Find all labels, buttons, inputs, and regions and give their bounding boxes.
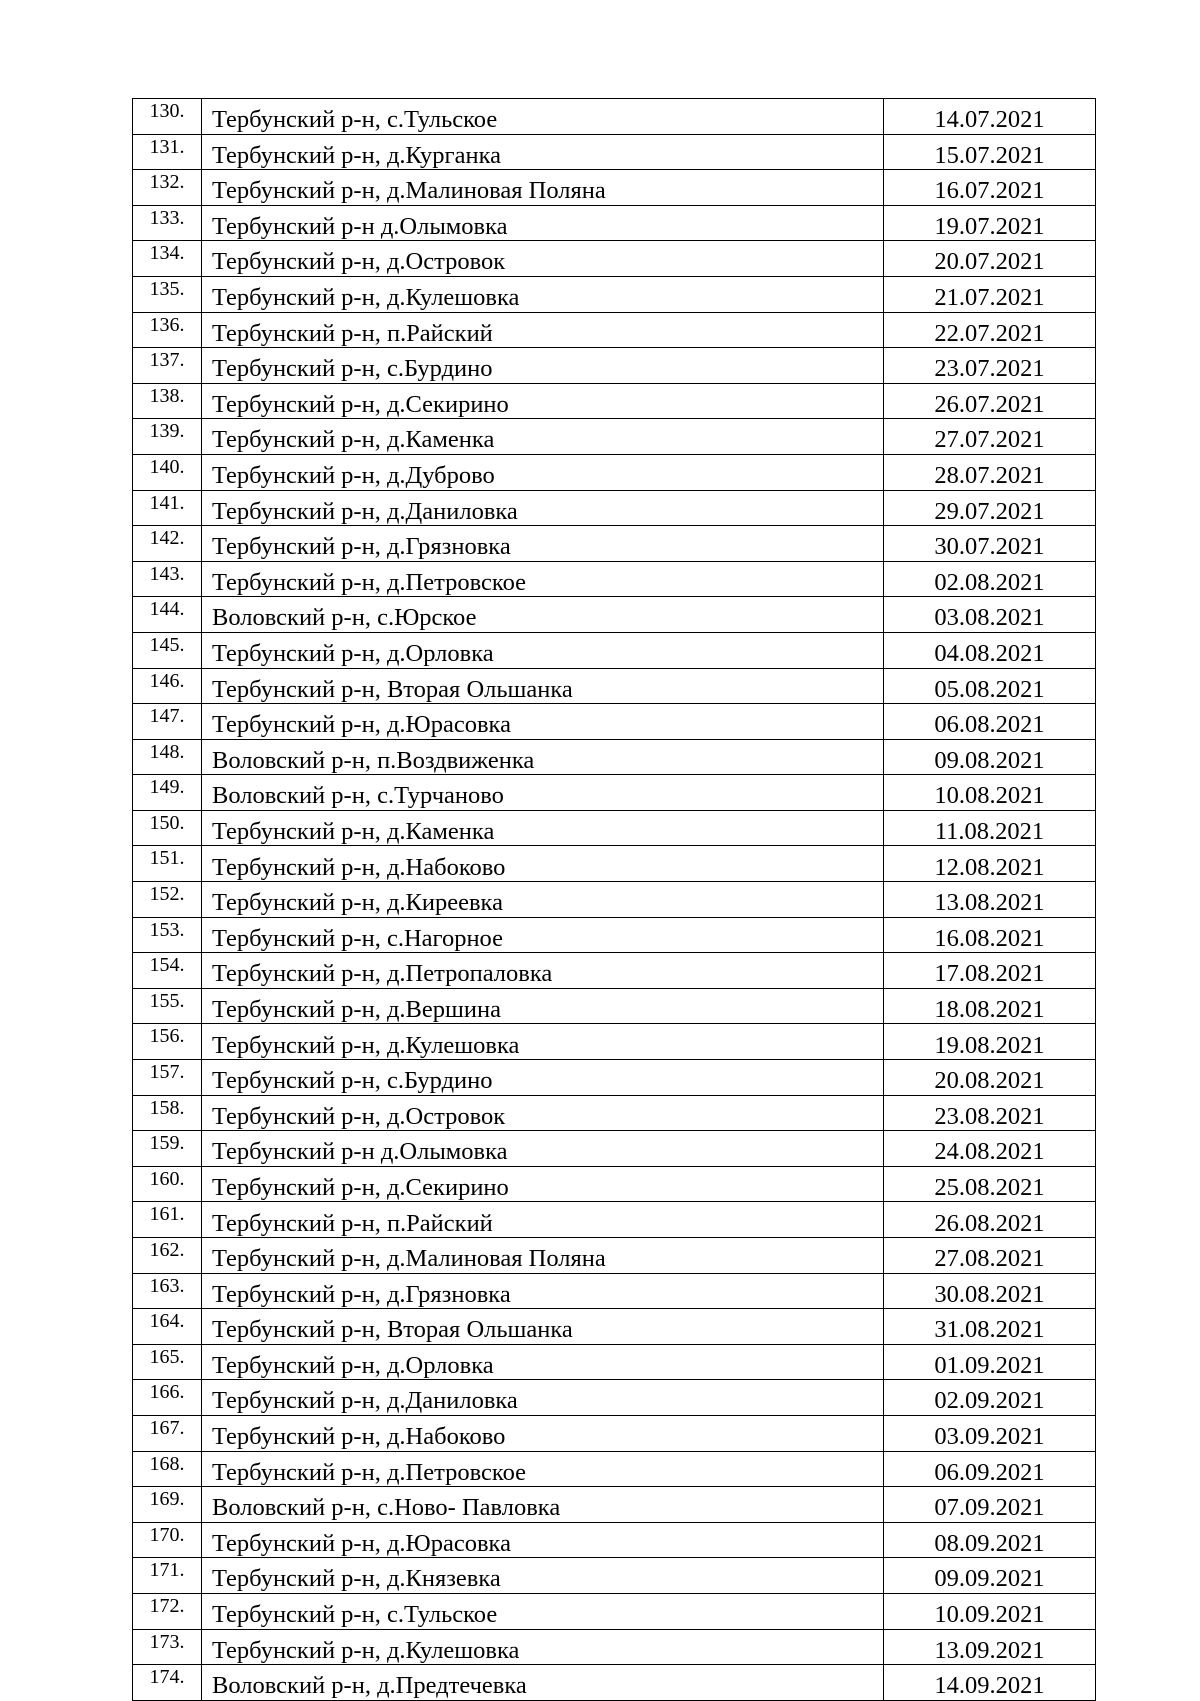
table-row <box>133 1095 1096 1131</box>
locality-cell: Тербунский р-н, д.Даниловка <box>202 490 884 526</box>
table-row <box>133 241 1096 277</box>
table-row <box>133 1593 1096 1629</box>
row-number-cell: 135. <box>133 276 202 312</box>
locality-cell: Тербунский р-н, д.Малиновая Поляна <box>202 170 884 206</box>
date-cell: 29.07.2021 <box>884 490 1096 526</box>
table-row <box>133 1238 1096 1274</box>
row-number-cell: 134. <box>133 241 202 277</box>
date-cell: 10.09.2021 <box>884 1593 1096 1629</box>
row-number-cell: 144. <box>133 597 202 633</box>
row-number-cell: 148. <box>133 739 202 775</box>
table-row <box>133 1487 1096 1523</box>
locality-cell: Тербунский р-н, д.Островок <box>202 1095 884 1131</box>
date-cell: 01.09.2021 <box>884 1344 1096 1380</box>
date-cell: 15.07.2021 <box>884 134 1096 170</box>
locality-cell: Тербунский р-н д.Олымовка <box>202 1131 884 1167</box>
row-number-cell: 154. <box>133 953 202 989</box>
locality-cell: Тербунский р-н, д.Курганка <box>202 134 884 170</box>
date-cell: 02.08.2021 <box>884 561 1096 597</box>
locality-cell: Тербунский р-н, д.Юрасовка <box>202 704 884 740</box>
locality-cell: Тербунский р-н, д.Малиновая Поляна <box>202 1238 884 1274</box>
table-row <box>133 134 1096 170</box>
row-number-cell: 138. <box>133 383 202 419</box>
table-row <box>133 988 1096 1024</box>
table-row <box>133 1522 1096 1558</box>
date-cell: 26.08.2021 <box>884 1202 1096 1238</box>
row-number-cell: 131. <box>133 134 202 170</box>
table-row <box>133 526 1096 562</box>
row-number-cell: 170. <box>133 1522 202 1558</box>
locality-cell: Тербунский р-н, д.Островок <box>202 241 884 277</box>
date-cell: 16.07.2021 <box>884 170 1096 206</box>
locality-cell: Тербунский р-н, с.Тульское <box>202 99 884 135</box>
table-row <box>133 1415 1096 1451</box>
date-cell: 19.08.2021 <box>884 1024 1096 1060</box>
row-number-cell: 159. <box>133 1131 202 1167</box>
locality-cell: Тербунский р-н, д.Каменка <box>202 810 884 846</box>
row-number-cell: 165. <box>133 1344 202 1380</box>
date-cell: 13.08.2021 <box>884 882 1096 918</box>
locality-cell: Тербунский р-н, д.Секирино <box>202 383 884 419</box>
date-cell: 16.08.2021 <box>884 917 1096 953</box>
date-cell: 27.08.2021 <box>884 1238 1096 1274</box>
table-row <box>133 1024 1096 1060</box>
table-row <box>133 1309 1096 1345</box>
table-row <box>133 704 1096 740</box>
row-number-cell: 140. <box>133 454 202 490</box>
row-number-cell: 142. <box>133 526 202 562</box>
date-cell: 23.07.2021 <box>884 348 1096 384</box>
locality-cell: Тербунский р-н, Вторая Ольшанка <box>202 1309 884 1345</box>
table-row <box>133 632 1096 668</box>
table-row <box>133 1273 1096 1309</box>
date-cell: 13.09.2021 <box>884 1629 1096 1665</box>
date-cell: 17.08.2021 <box>884 953 1096 989</box>
row-number-cell: 163. <box>133 1273 202 1309</box>
date-cell: 06.09.2021 <box>884 1451 1096 1487</box>
date-cell: 25.08.2021 <box>884 1166 1096 1202</box>
table-row <box>133 490 1096 526</box>
locality-cell: Тербунский р-н, д.Кулешовка <box>202 276 884 312</box>
table-row <box>133 1665 1096 1701</box>
date-cell: 24.08.2021 <box>884 1131 1096 1167</box>
date-cell: 28.07.2021 <box>884 454 1096 490</box>
row-number-cell: 147. <box>133 704 202 740</box>
locality-cell: Воловский р-н, с.Ново- Павловка <box>202 1487 884 1523</box>
table-row <box>133 1166 1096 1202</box>
locality-cell: Тербунский р-н, д.Набоково <box>202 846 884 882</box>
table-row <box>133 775 1096 811</box>
row-number-cell: 172. <box>133 1593 202 1629</box>
locality-cell: Тербунский р-н, д.Киреевка <box>202 882 884 918</box>
row-number-cell: 169. <box>133 1487 202 1523</box>
row-number-cell: 167. <box>133 1415 202 1451</box>
table-row <box>133 561 1096 597</box>
row-number-cell: 174. <box>133 1665 202 1701</box>
locality-cell: Тербунский р-н, с.Нагорное <box>202 917 884 953</box>
locality-cell: Тербунский р-н, с.Бурдино <box>202 348 884 384</box>
locality-cell: Тербунский р-н, д.Каменка <box>202 419 884 455</box>
date-cell: 14.07.2021 <box>884 99 1096 135</box>
table-row <box>133 348 1096 384</box>
date-cell: 27.07.2021 <box>884 419 1096 455</box>
table-row <box>133 917 1096 953</box>
date-cell: 19.07.2021 <box>884 205 1096 241</box>
date-cell: 04.08.2021 <box>884 632 1096 668</box>
table-row <box>133 170 1096 206</box>
date-cell: 21.07.2021 <box>884 276 1096 312</box>
locality-cell: Тербунский р-н, д.Петропаловка <box>202 953 884 989</box>
date-cell: 12.08.2021 <box>884 846 1096 882</box>
row-number-cell: 152. <box>133 882 202 918</box>
row-number-cell: 171. <box>133 1558 202 1594</box>
row-number-cell: 158. <box>133 1095 202 1131</box>
table-row <box>133 312 1096 348</box>
table-row <box>133 846 1096 882</box>
locality-cell: Тербунский р-н, п.Райский <box>202 1202 884 1238</box>
date-cell: 05.08.2021 <box>884 668 1096 704</box>
row-number-cell: 155. <box>133 988 202 1024</box>
locality-cell: Тербунский р-н, д.Орловка <box>202 1344 884 1380</box>
table-row <box>133 882 1096 918</box>
locality-cell: Тербунский р-н, п.Райский <box>202 312 884 348</box>
date-cell: 26.07.2021 <box>884 383 1096 419</box>
locality-cell: Тербунский р-н, д.Кулешовка <box>202 1629 884 1665</box>
locality-cell: Тербунский р-н, д.Петровское <box>202 1451 884 1487</box>
table-row <box>133 953 1096 989</box>
table-row <box>133 739 1096 775</box>
locality-cell: Тербунский р-н, д.Даниловка <box>202 1380 884 1416</box>
locality-cell: Тербунский р-н, с.Тульское <box>202 1593 884 1629</box>
table-row <box>133 419 1096 455</box>
row-number-cell: 130. <box>133 99 202 135</box>
table-row <box>133 454 1096 490</box>
date-cell: 31.08.2021 <box>884 1309 1096 1345</box>
schedule-table-body <box>133 99 1096 1701</box>
row-number-cell: 150. <box>133 810 202 846</box>
table-row <box>133 668 1096 704</box>
locality-cell: Тербунский р-н, д.Набоково <box>202 1415 884 1451</box>
locality-cell: Тербунский р-н д.Олымовка <box>202 205 884 241</box>
table-row <box>133 1060 1096 1096</box>
date-cell: 08.09.2021 <box>884 1522 1096 1558</box>
date-cell: 03.09.2021 <box>884 1415 1096 1451</box>
locality-cell: Тербунский р-н, д.Дуброво <box>202 454 884 490</box>
row-number-cell: 141. <box>133 490 202 526</box>
locality-cell: Тербунский р-н, д.Кулешовка <box>202 1024 884 1060</box>
row-number-cell: 143. <box>133 561 202 597</box>
table-row <box>133 810 1096 846</box>
locality-cell: Тербунский р-н, д.Орловка <box>202 632 884 668</box>
locality-cell: Воловский р-н, с.Турчаново <box>202 775 884 811</box>
date-cell: 30.07.2021 <box>884 526 1096 562</box>
date-cell: 14.09.2021 <box>884 1665 1096 1701</box>
table-row <box>133 1131 1096 1167</box>
locality-cell: Тербунский р-н, д.Грязновка <box>202 1273 884 1309</box>
row-number-cell: 156. <box>133 1024 202 1060</box>
date-cell: 02.09.2021 <box>884 1380 1096 1416</box>
row-number-cell: 149. <box>133 775 202 811</box>
table-row <box>133 1380 1096 1416</box>
date-cell: 03.08.2021 <box>884 597 1096 633</box>
locality-cell: Воловский р-н, д.Предтечевка <box>202 1665 884 1701</box>
table-row <box>133 276 1096 312</box>
table-row <box>133 99 1096 135</box>
date-cell: 23.08.2021 <box>884 1095 1096 1131</box>
schedule-table <box>132 98 1096 1701</box>
locality-cell: Тербунский р-н, д.Секирино <box>202 1166 884 1202</box>
row-number-cell: 162. <box>133 1238 202 1274</box>
locality-cell: Воловский р-н, п.Воздвиженка <box>202 739 884 775</box>
row-number-cell: 132. <box>133 170 202 206</box>
row-number-cell: 161. <box>133 1202 202 1238</box>
date-cell: 09.09.2021 <box>884 1558 1096 1594</box>
table-row <box>133 205 1096 241</box>
date-cell: 18.08.2021 <box>884 988 1096 1024</box>
row-number-cell: 166. <box>133 1380 202 1416</box>
table-row <box>133 1344 1096 1380</box>
row-number-cell: 164. <box>133 1309 202 1345</box>
date-cell: 11.08.2021 <box>884 810 1096 846</box>
row-number-cell: 151. <box>133 846 202 882</box>
date-cell: 20.07.2021 <box>884 241 1096 277</box>
locality-cell: Тербунский р-н, д.Вершина <box>202 988 884 1024</box>
date-cell: 22.07.2021 <box>884 312 1096 348</box>
date-cell: 06.08.2021 <box>884 704 1096 740</box>
row-number-cell: 145. <box>133 632 202 668</box>
row-number-cell: 157. <box>133 1060 202 1096</box>
row-number-cell: 173. <box>133 1629 202 1665</box>
date-cell: 10.08.2021 <box>884 775 1096 811</box>
locality-cell: Тербунский р-н, Вторая Ольшанка <box>202 668 884 704</box>
table-row <box>133 1202 1096 1238</box>
date-cell: 20.08.2021 <box>884 1060 1096 1096</box>
row-number-cell: 139. <box>133 419 202 455</box>
row-number-cell: 168. <box>133 1451 202 1487</box>
row-number-cell: 146. <box>133 668 202 704</box>
row-number-cell: 160. <box>133 1166 202 1202</box>
locality-cell: Тербунский р-н, д.Грязновка <box>202 526 884 562</box>
row-number-cell: 136. <box>133 312 202 348</box>
table-row <box>133 597 1096 633</box>
date-cell: 09.08.2021 <box>884 739 1096 775</box>
table-row <box>133 383 1096 419</box>
table-row <box>133 1558 1096 1594</box>
table-row <box>133 1629 1096 1665</box>
locality-cell: Тербунский р-н, д.Князевка <box>202 1558 884 1594</box>
row-number-cell: 133. <box>133 205 202 241</box>
locality-cell: Тербунский р-н, с.Бурдино <box>202 1060 884 1096</box>
date-cell: 30.08.2021 <box>884 1273 1096 1309</box>
row-number-cell: 153. <box>133 917 202 953</box>
row-number-cell: 137. <box>133 348 202 384</box>
table-row <box>133 1451 1096 1487</box>
date-cell: 07.09.2021 <box>884 1487 1096 1523</box>
locality-cell: Воловский р-н, с.Юрское <box>202 597 884 633</box>
locality-cell: Тербунский р-н, д.Юрасовка <box>202 1522 884 1558</box>
locality-cell: Тербунский р-н, д.Петровское <box>202 561 884 597</box>
